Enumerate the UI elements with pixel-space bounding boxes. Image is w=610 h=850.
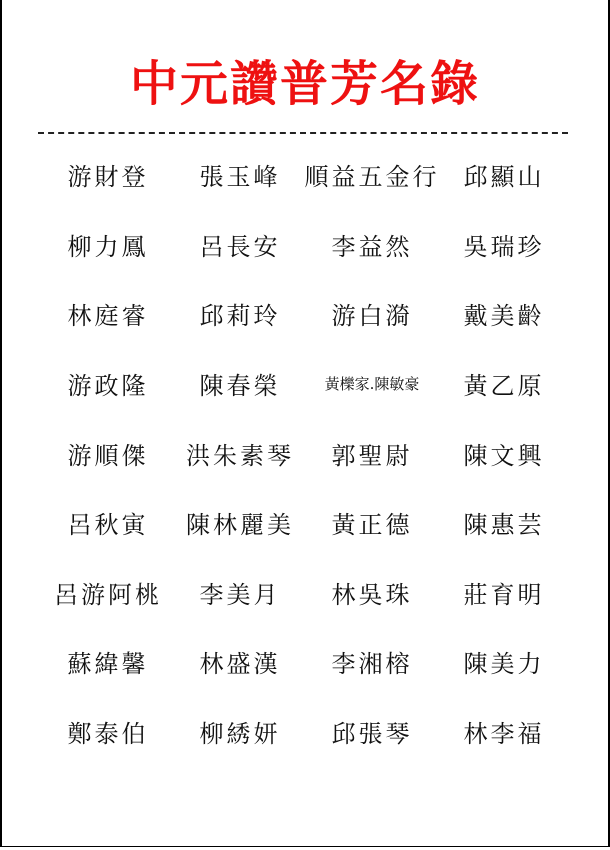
donor-name: 陳春榮 (199, 372, 281, 401)
donor-name: 陳文興 (463, 441, 545, 470)
donor-name: 柳力鳳 (67, 232, 149, 261)
donor-name: 李湘榕 (331, 650, 413, 679)
donor-name: 邱張琴 (331, 720, 413, 749)
donor-name: 游白漪 (331, 302, 413, 331)
donor-name: 林吳珠 (331, 580, 413, 609)
donor-name: 陳惠芸 (463, 511, 545, 540)
donor-name: 順益五金行 (304, 163, 440, 192)
donor-name: 呂游阿桃 (54, 580, 162, 609)
donor-name: 洪朱素琴 (186, 441, 294, 470)
donor-name: 陳林麗美 (186, 511, 294, 540)
donor-name: 莊育明 (463, 580, 545, 609)
donor-name: 郭聖尉 (331, 441, 413, 470)
donor-name: 邱顯山 (463, 163, 545, 192)
donor-name: 黃乙原 (463, 372, 545, 401)
donor-name: 林庭睿 (67, 302, 149, 331)
donor-name: 黃正德 (331, 511, 413, 540)
donor-name: 游順傑 (67, 441, 149, 470)
donor-name: 李益然 (331, 232, 413, 261)
donor-name: 蘇緯馨 (67, 650, 149, 679)
donor-name: 李美月 (199, 580, 281, 609)
donor-name: 林李福 (463, 720, 545, 749)
donor-name: 吳瑞珍 (463, 232, 545, 261)
donor-name: 游政隆 (67, 372, 149, 401)
donor-name: 陳美力 (463, 650, 545, 679)
donor-name: 邱莉玲 (199, 302, 281, 331)
donor-name: 柳綉妍 (199, 720, 281, 749)
donor-name: 呂秋寅 (67, 511, 149, 540)
donor-name: 呂長安 (199, 232, 281, 261)
donor-name: 林盛漢 (199, 650, 281, 679)
donor-name-grid (42, 140, 572, 766)
donor-name: 鄭泰伯 (67, 720, 149, 749)
dashed-divider (38, 132, 568, 134)
donor-name: 戴美齡 (463, 302, 545, 331)
donor-name: 張玉峰 (199, 163, 281, 192)
donor-name: 游財登 (67, 163, 149, 192)
page-title: 中元讚普芳名錄 (129, 56, 480, 112)
donor-name: 黃櫟家.陳敏豪 (324, 375, 420, 394)
